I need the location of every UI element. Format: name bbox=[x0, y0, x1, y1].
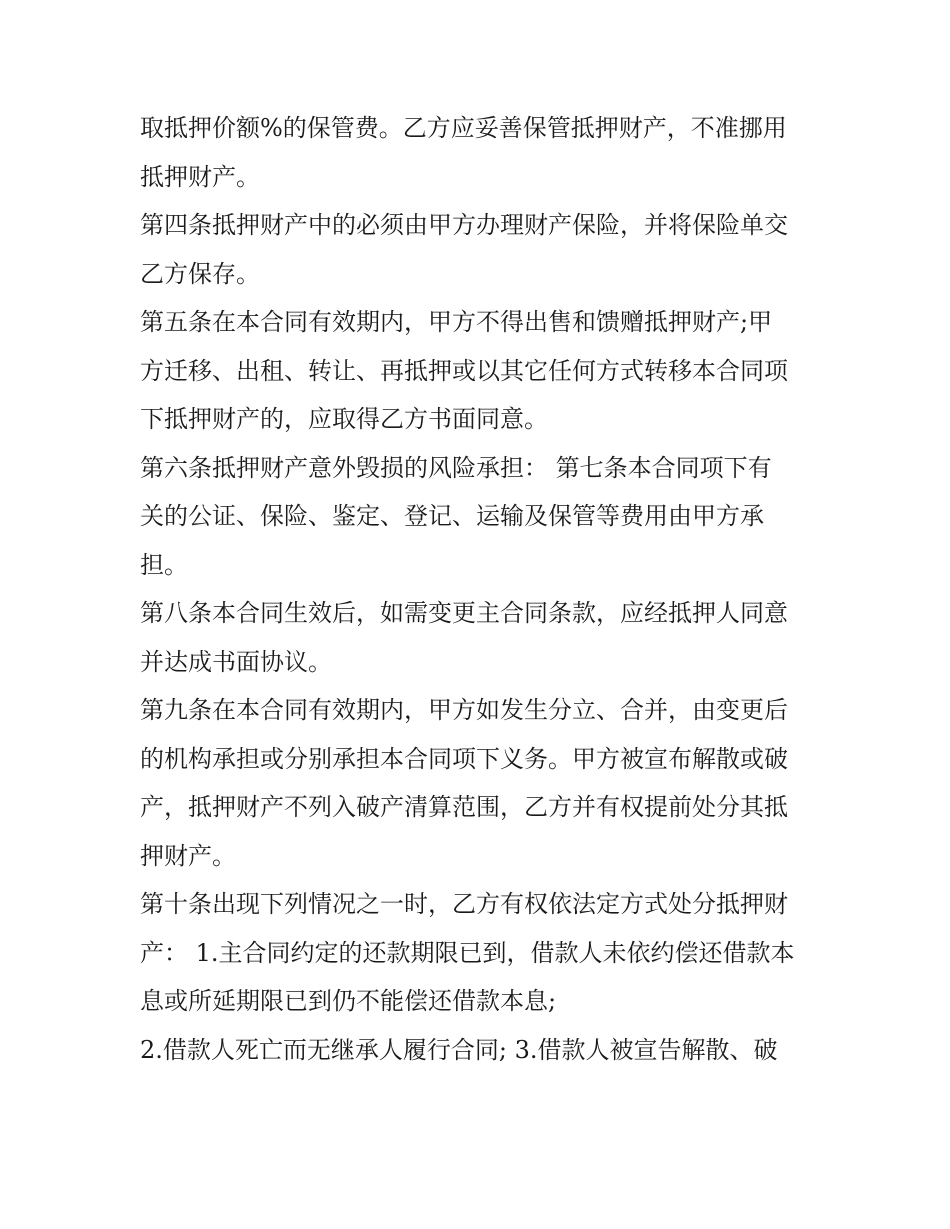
text-line: 息或所延期限已到仍不能偿还借款本息; bbox=[140, 987, 557, 1015]
text-line: 乙方保存。 bbox=[140, 259, 260, 288]
text-line: 的机构承担或分别承担本合同项下义务。甲方被宣布解散或破 bbox=[140, 744, 788, 773]
text-line: 产： 1.主合同约定的还款期限已到，借款人未依约偿还借款本 bbox=[140, 938, 795, 967]
text-line: 产，抵押财产不列入破产清算范围，乙方并有权提前处分其抵 bbox=[140, 793, 788, 821]
text-line: 第十条出现下列情况之一时，乙方有权依法定方式处分抵押财 bbox=[140, 890, 788, 918]
text-line: 抵押财产。 bbox=[140, 162, 260, 191]
text-line: 下抵押财产的，应取得乙方书面同意。 bbox=[140, 405, 548, 433]
text-line: 方迁移、出租、转让、再抵押或以其它任何方式转移本合同项 bbox=[140, 356, 788, 385]
text-line: 第九条在本合同有效期内，甲方如发生分立、合并，由变更后 bbox=[140, 696, 788, 724]
text-line: 第六条抵押财产意外毁损的风险承担： 第七条本合同项下有 bbox=[140, 453, 772, 482]
text-line: 并达成书面协议。 bbox=[140, 647, 332, 676]
text-line: 第八条本合同生效后，如需变更主合同条款，应经抵押人同意 bbox=[140, 599, 788, 627]
text-line: 关的公证、保险、鉴定、登记、运输及保管等费用由甲方承 bbox=[140, 502, 764, 530]
text-line: 第四条抵押财产中的必须由甲方办理财产保险，并将保险单交 bbox=[140, 211, 788, 239]
text-line: 第五条在本合同有效期内，甲方不得出售和馈赠抵押财产;甲 bbox=[140, 308, 773, 336]
text-line: 取抵押价额%的保管费。乙方应妥善保管抵押财产，不准挪用 bbox=[140, 114, 787, 142]
text-line: 担。 bbox=[140, 550, 188, 579]
text-line: 2.借款人死亡而无继承人履行合同; 3.借款人被宣告解散、破 bbox=[140, 1035, 778, 1064]
contract-text bbox=[140, 104, 820, 1074]
text-line: 押财产。 bbox=[140, 841, 236, 870]
